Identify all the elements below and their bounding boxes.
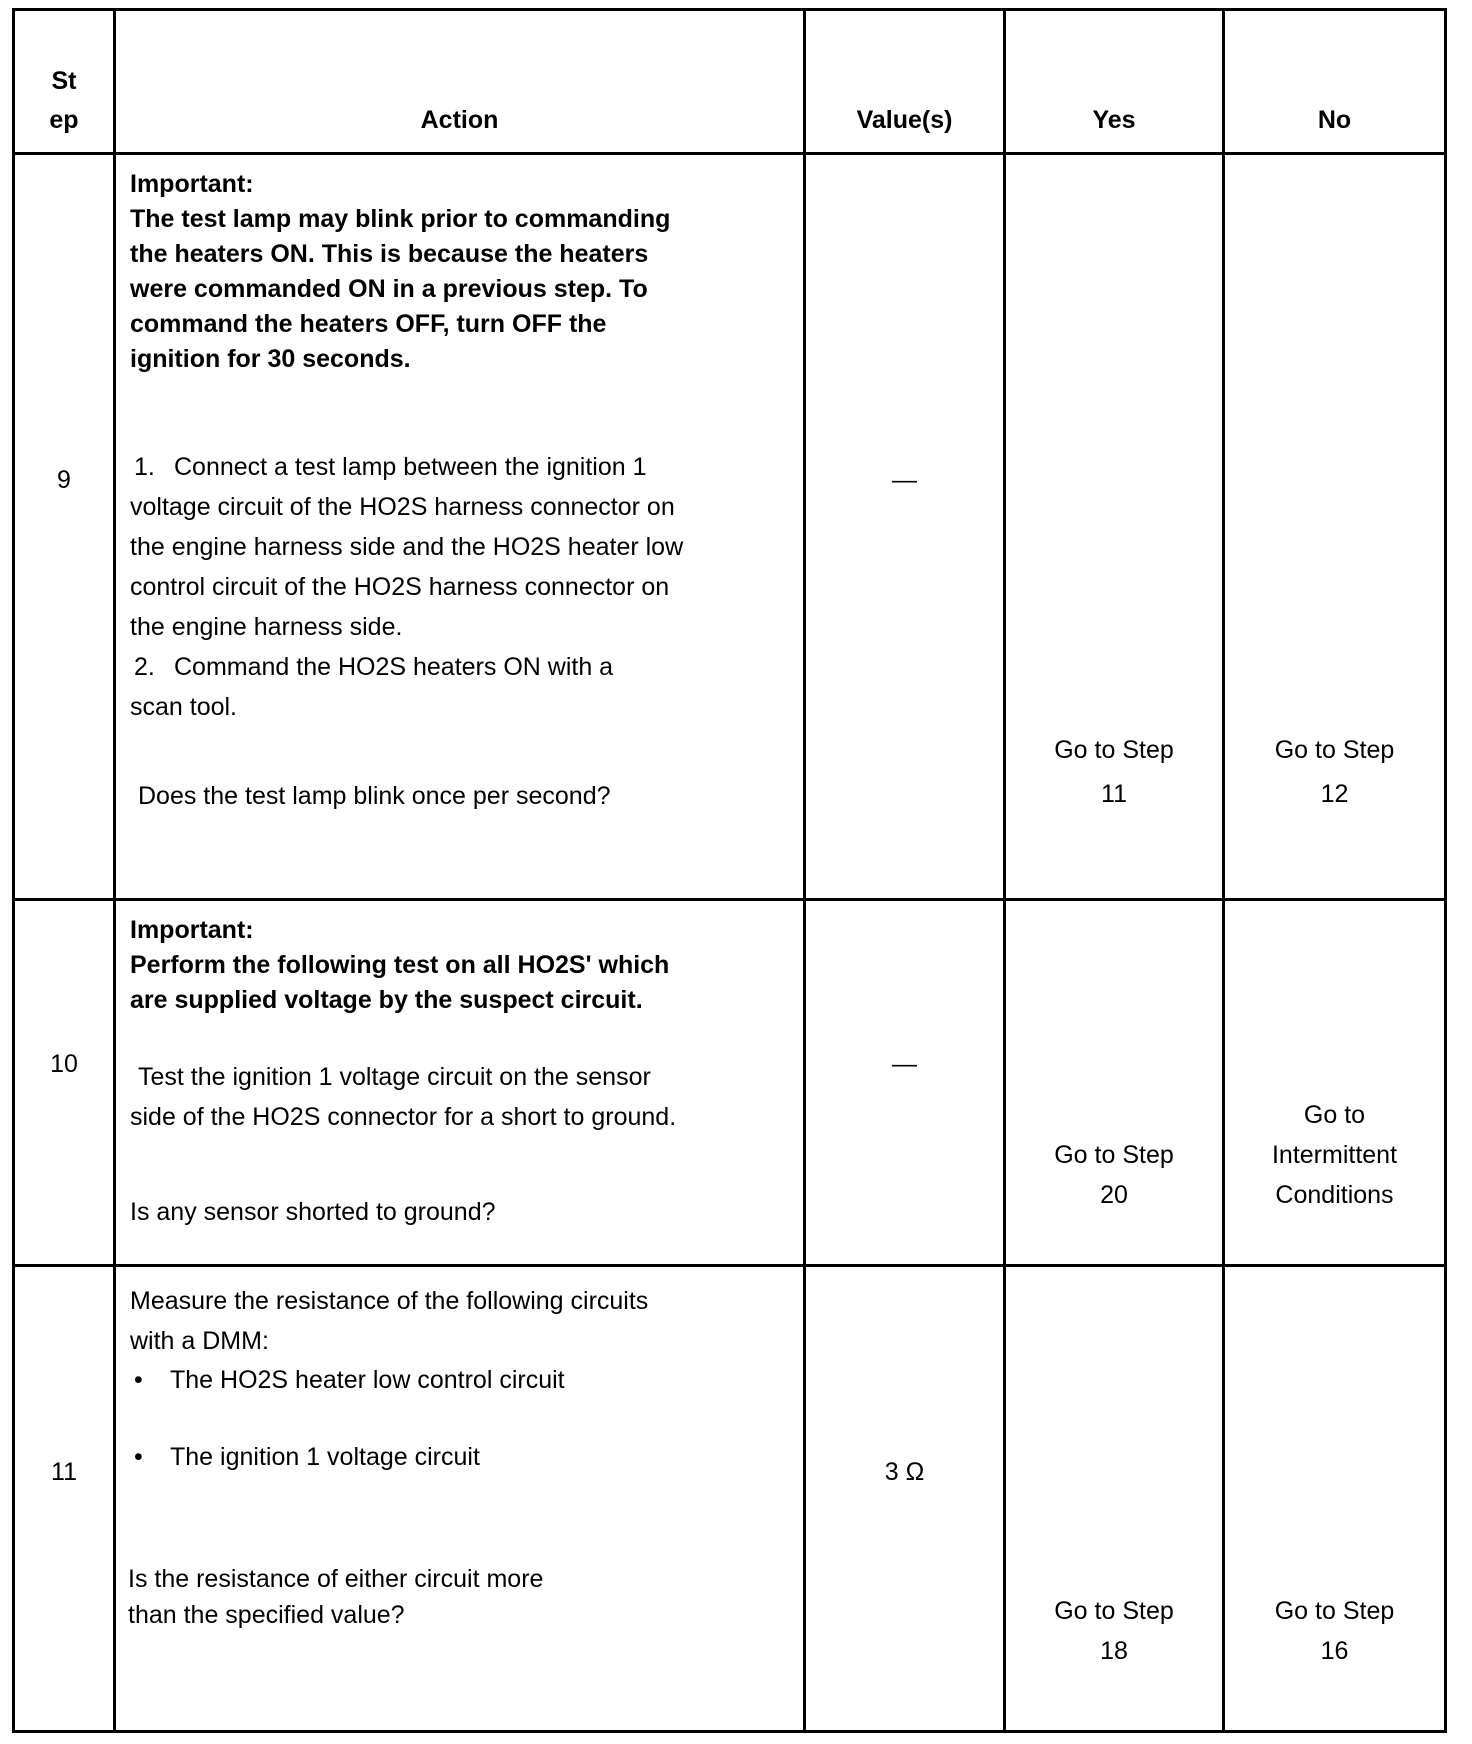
important-line: were commanded ON in a previous step. To (130, 275, 648, 303)
important-line: the heaters ON. This is because the heaters (130, 240, 649, 268)
yes-line: 20 (1100, 1181, 1128, 1209)
header-step (14, 10, 115, 154)
action-cell (115, 1266, 805, 1732)
bullet-icon: • (134, 1443, 143, 1471)
no-line: Intermittent (1271, 1141, 1398, 1169)
no-cell (1224, 900, 1446, 1266)
value-cell (805, 1266, 1005, 1732)
instruction-line: side of the HO2S connector for a short to ground. (130, 1103, 677, 1131)
header-row (14, 10, 1446, 154)
step-cell (14, 1266, 115, 1732)
instruction-line: Test the ignition 1 voltage circuit on the sensor (138, 1063, 651, 1091)
bullet-item (130, 1438, 480, 1477)
no-result (1225, 728, 1444, 816)
step-number: 11 (51, 1458, 77, 1486)
yes-cell (1005, 1266, 1224, 1732)
question-text: Does the test lamp blink once per second? (138, 782, 611, 810)
procedure-step (130, 647, 773, 687)
header-yes: Yes (1005, 10, 1224, 154)
important-note (130, 167, 773, 377)
intro-line: with a DMM: (130, 1327, 269, 1355)
bullet-text: The ignition 1 voltage circuit (170, 1443, 480, 1471)
diagnostic-table (12, 8, 1447, 1733)
yes-line: Go to Step (1054, 1141, 1174, 1169)
value-cell (805, 900, 1005, 1266)
yes-line: Go to Step (1054, 1597, 1174, 1625)
yes-line: 11 (1101, 780, 1127, 808)
procedure-step-text: scan tool. (130, 693, 238, 721)
procedure-step-text: the engine harness side. (130, 613, 403, 641)
measure-intro (130, 1281, 773, 1361)
action-cell (115, 154, 805, 900)
question-line: than the specified value? (128, 1601, 405, 1629)
step-number: 9 (57, 466, 71, 494)
header-step-line1: St (51, 67, 77, 95)
header-step-line2: ep (49, 106, 79, 134)
procedure-step-text: Connect a test lamp between the ignition 1 (174, 453, 647, 481)
no-result (1225, 1591, 1444, 1671)
step-number: 10 (50, 1050, 78, 1078)
procedure-step-text: voltage circuit of the HO2S harness connector on (130, 493, 675, 521)
no-cell (1224, 154, 1446, 900)
no-line: Go to Step (1274, 1597, 1395, 1625)
header-no: No (1224, 10, 1446, 154)
header-action: Action (115, 10, 805, 154)
procedure-step (130, 447, 773, 487)
value-text: — (892, 1050, 917, 1078)
yes-line: Go to Step (1054, 736, 1174, 764)
action-cell (115, 900, 805, 1266)
table-row (14, 900, 1446, 1266)
value-cell (805, 154, 1005, 900)
bullet-item (130, 1361, 565, 1400)
no-line: 16 (1320, 1637, 1349, 1665)
value-text: 3 Ω (884, 1458, 925, 1486)
important-line: command the heaters OFF, turn OFF the (130, 310, 607, 338)
procedure-step-number: 1. (134, 453, 155, 481)
yes-cell (1005, 154, 1224, 900)
test-instruction (130, 1057, 773, 1137)
important-line: Perform the following test on all HO2S' which (130, 951, 670, 979)
intro-line: Measure the resistance of the following circuits (130, 1287, 649, 1315)
important-note (130, 913, 773, 1018)
no-line: 12 (1320, 780, 1349, 808)
value-text: — (892, 466, 917, 494)
procedure-step-text: the engine harness side and the HO2S heater low (130, 533, 684, 561)
bullet-icon: • (134, 1366, 143, 1394)
yes-result (1006, 728, 1222, 816)
no-cell (1224, 1266, 1446, 1732)
question-text: Is any sensor shorted to ground? (130, 1198, 496, 1226)
important-line: are supplied voltage by the suspect circuit. (130, 986, 643, 1014)
yes-result (1006, 1591, 1222, 1671)
question-line: Is the resistance of either circuit more (128, 1565, 544, 1593)
bullet-text: The HO2S heater low control circuit (170, 1366, 565, 1394)
important-label: Important: (130, 916, 254, 944)
yes-result (1006, 1135, 1222, 1215)
yes-cell (1005, 900, 1224, 1266)
procedure-step-text: Command the HO2S heaters ON with a (174, 653, 614, 681)
header-values: Value(s) (805, 10, 1005, 154)
no-result (1225, 1095, 1444, 1215)
important-line: The test lamp may blink prior to commanding (130, 205, 671, 233)
yes-line: 18 (1100, 1637, 1128, 1665)
no-line: Conditions (1275, 1181, 1394, 1209)
procedure-step-number: 2. (134, 653, 155, 681)
procedure-step-text: control circuit of the HO2S harness connector on (130, 573, 670, 601)
step-cell (14, 154, 115, 900)
important-line: ignition for 30 seconds. (130, 345, 411, 373)
table-row (14, 154, 1446, 900)
no-line: Go to (1303, 1101, 1366, 1129)
procedure-steps (130, 447, 773, 727)
step-cell (14, 900, 115, 1266)
question-block (128, 1561, 773, 1633)
no-line: Go to Step (1274, 736, 1395, 764)
important-label: Important: (130, 170, 254, 198)
table-row (14, 1266, 1446, 1732)
